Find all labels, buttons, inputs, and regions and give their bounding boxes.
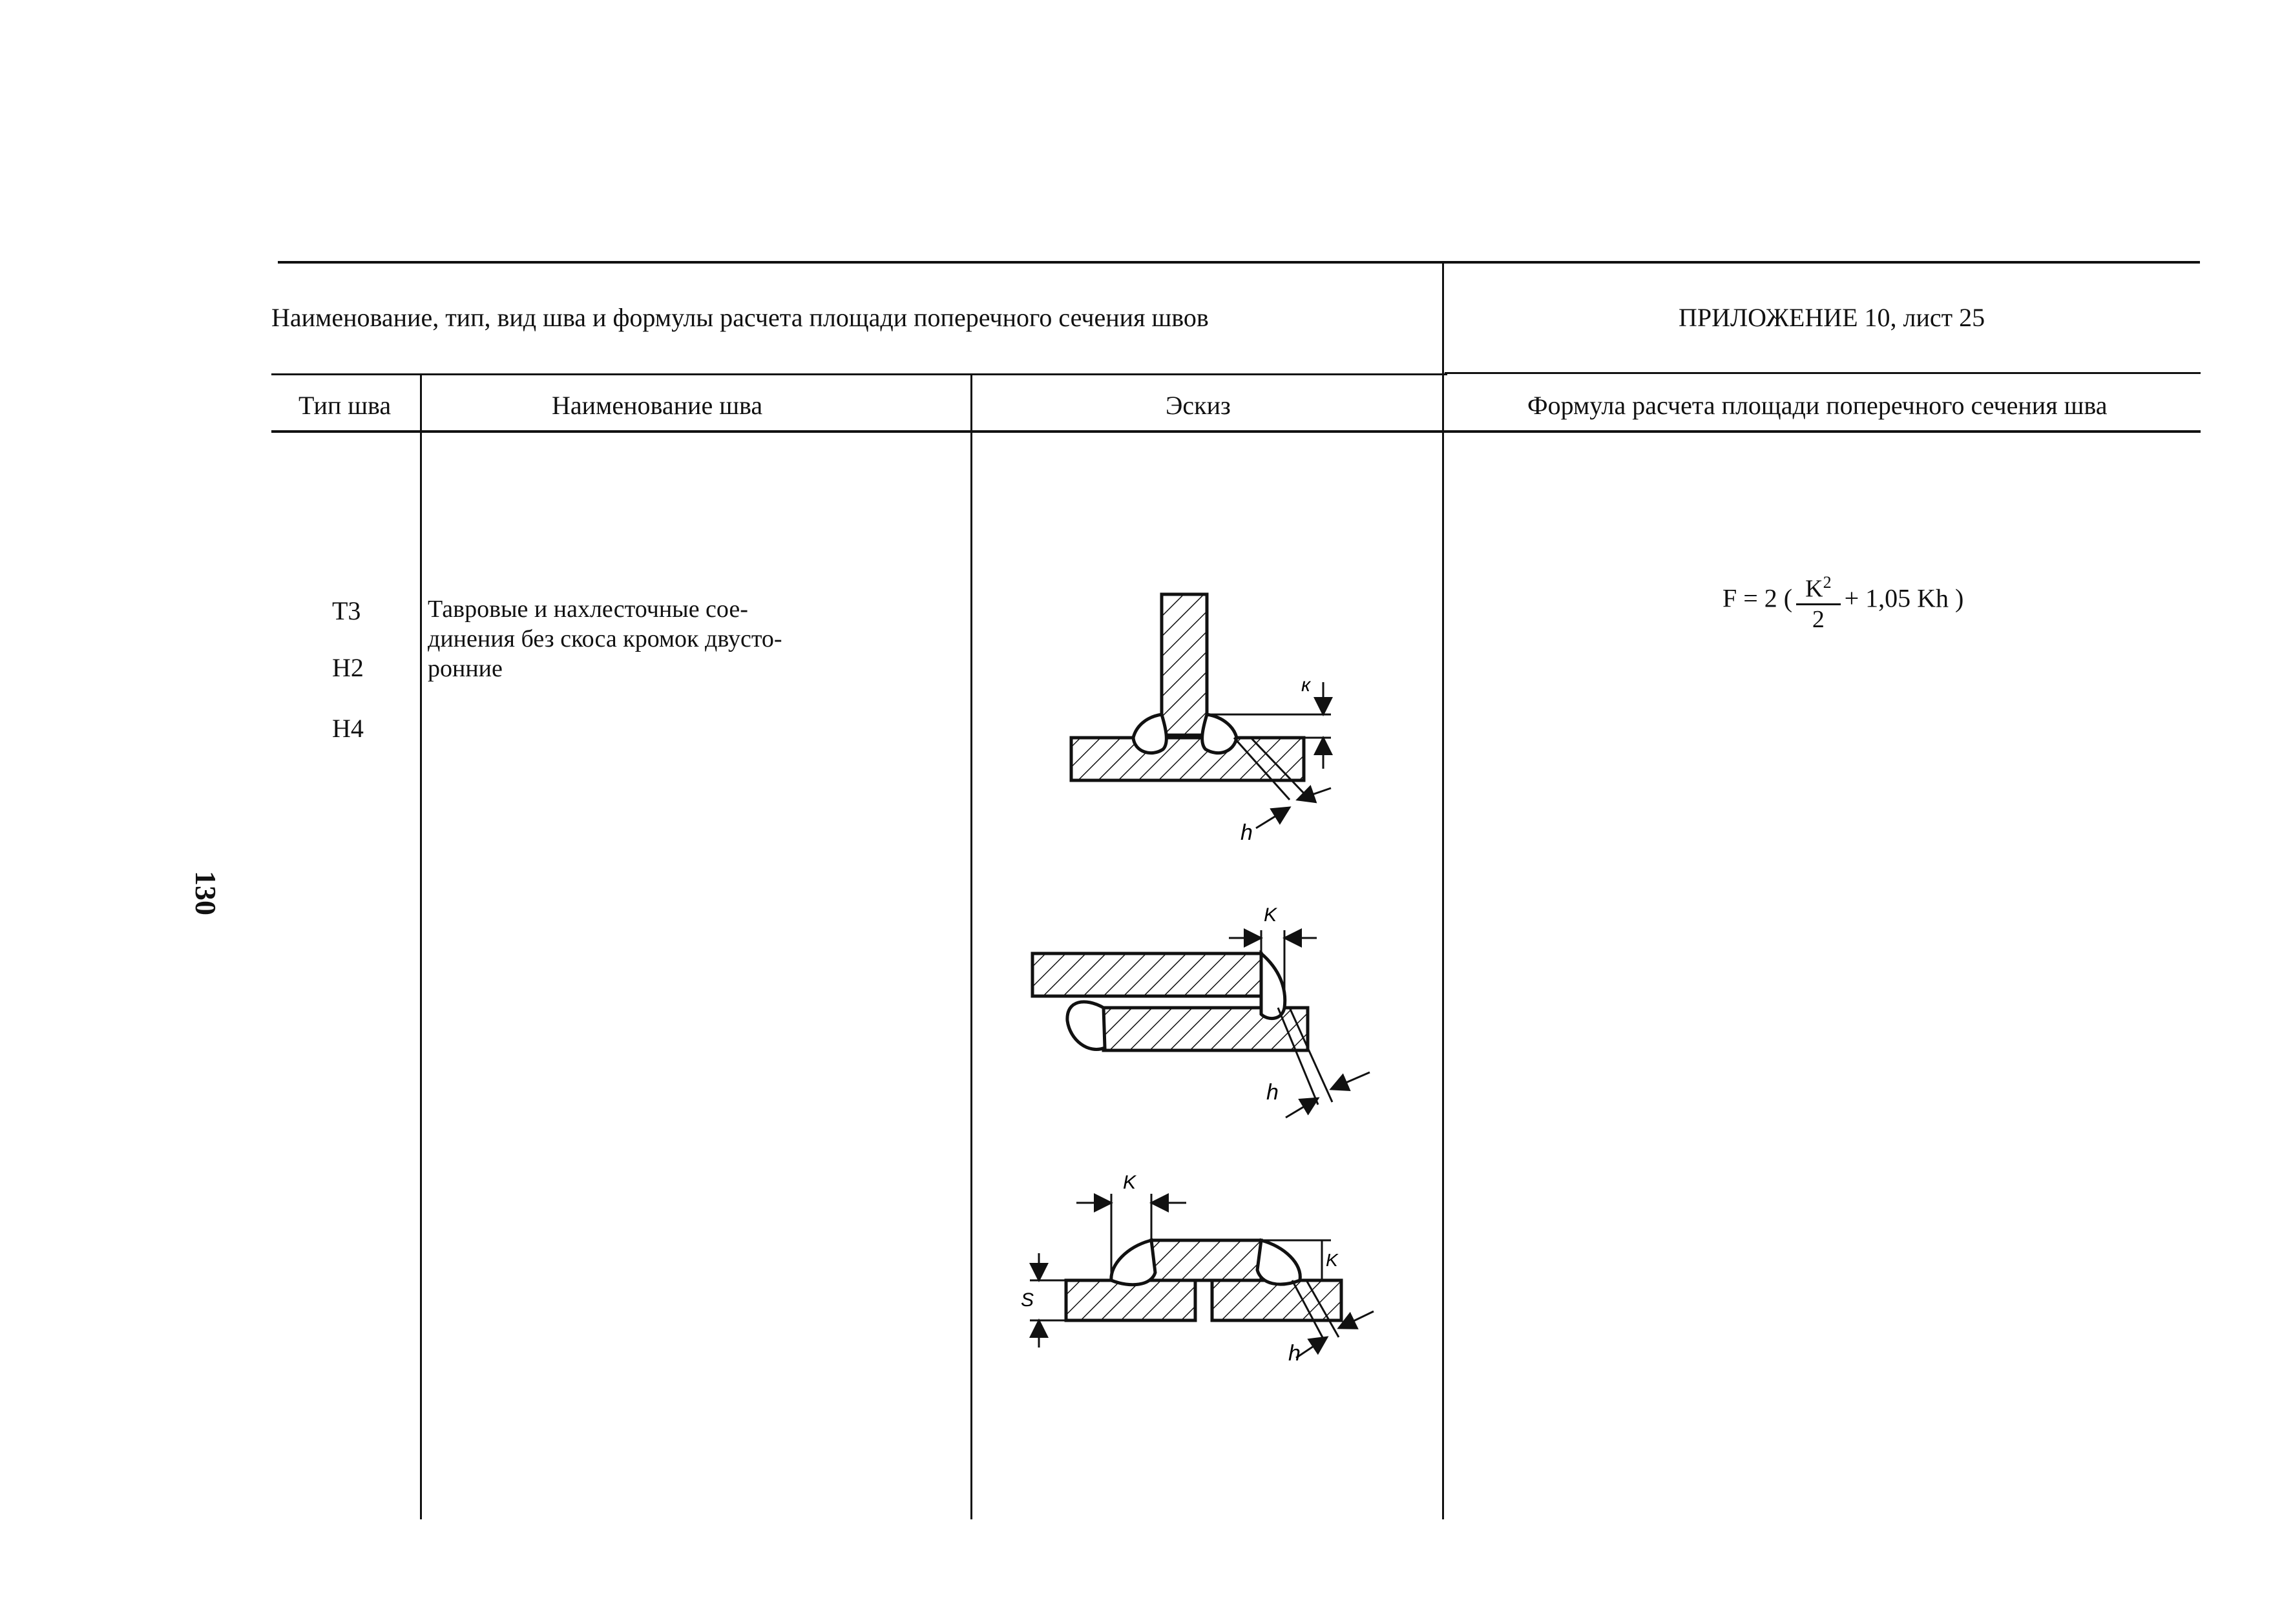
seam-type-h4: Н4 xyxy=(332,714,364,743)
sketch-t-k-label: к xyxy=(1301,674,1311,696)
document-title: Наименование, тип, вид шва и формулы расчета площади поперечного сечения швов xyxy=(271,303,1209,332)
seam-name-line: Тавровые и нахлесточные сое- xyxy=(428,596,748,623)
sketch-strap-joint xyxy=(1021,1172,1374,1366)
sketch-lap-weld-left xyxy=(1067,1002,1105,1050)
formula-prefix: F = 2 ( xyxy=(1722,583,1793,613)
sketch-strap-s-label: S xyxy=(1021,1289,1034,1311)
sketch-lap-top-plate xyxy=(1032,953,1261,996)
divider-type-name-body xyxy=(420,432,422,1519)
divider-sketch-formula xyxy=(1442,261,1444,1519)
sketch-strap-weld-left xyxy=(1111,1240,1155,1285)
top-rule xyxy=(278,261,2200,264)
formula-denominator: 2 xyxy=(1812,605,1825,633)
seam-type-h2: Н2 xyxy=(332,653,364,682)
sketch-strap-right-plate xyxy=(1212,1280,1341,1320)
sketch-strap-weld-right xyxy=(1257,1240,1300,1284)
column-header-name: Наименование шва xyxy=(552,391,763,420)
page-number: 130 xyxy=(189,871,222,915)
sketch-strap-overlay xyxy=(1151,1240,1261,1280)
sketch-t-flange xyxy=(1071,738,1304,780)
column-header-bottom-rule xyxy=(271,430,2201,433)
sketch-t-joint xyxy=(1071,594,1331,845)
sketch-t-weld-left xyxy=(1133,714,1166,753)
sketch-strap-k-right-label: K xyxy=(1326,1250,1338,1270)
formula-numerator-power: 2 xyxy=(1823,573,1832,592)
sketch-strap-k-label: K xyxy=(1123,1172,1136,1193)
column-header-top-rule xyxy=(271,373,1447,375)
formula-suffix: + 1,05 Kh ) xyxy=(1844,583,1964,613)
divider-type-name xyxy=(420,375,422,430)
column-header-formula: Формула расчета площади поперечного сечения шва xyxy=(1527,391,2108,420)
appendix-label: ПРИЛОЖЕНИЕ 10, лист 25 xyxy=(1679,303,1985,332)
sketch-t-h-label: h xyxy=(1240,820,1253,845)
weld-sketches xyxy=(1008,568,1421,1408)
sketch-t-web xyxy=(1162,594,1207,735)
column-header-type: Тип шва xyxy=(298,391,392,420)
formula-numerator: K xyxy=(1805,575,1823,603)
header-separator xyxy=(1445,372,2201,374)
sketch-lap-k-label: K xyxy=(1264,904,1277,926)
sketch-strap-h-label: h xyxy=(1288,1341,1301,1366)
formula-fraction xyxy=(1796,568,1840,634)
sketch-lap-joint xyxy=(1032,904,1370,1118)
seam-name-line: ронние xyxy=(428,655,503,682)
area-formula xyxy=(1722,568,1963,634)
sketch-lap-weld-right xyxy=(1261,953,1285,1019)
seam-name-line: динения без скоса кромок двусто- xyxy=(428,625,782,652)
seam-type-t3: Т3 xyxy=(332,596,361,625)
divider-name-sketch xyxy=(970,375,972,1519)
sketch-strap-left-plate xyxy=(1066,1280,1195,1320)
column-header-sketch: Эскиз xyxy=(1166,391,1231,420)
sketch-t-weld-right xyxy=(1202,714,1237,753)
sketch-lap-h-label: h xyxy=(1266,1080,1279,1105)
seam-name xyxy=(428,594,958,683)
